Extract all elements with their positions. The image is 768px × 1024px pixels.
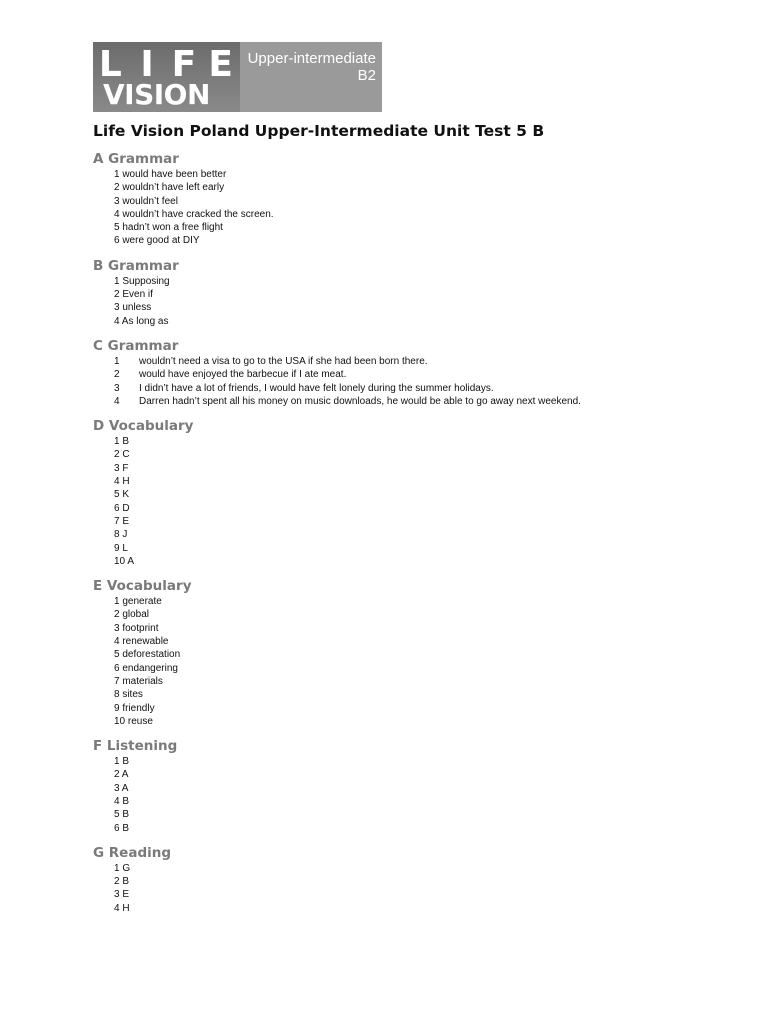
answer-item: 5 B <box>114 809 130 821</box>
section-title: A Grammar <box>93 151 179 167</box>
logo-letter: E <box>208 44 235 85</box>
answer-list <box>93 435 713 568</box>
logo-level-panel <box>240 42 382 112</box>
answer-item: 1 generate <box>114 596 162 608</box>
answer-text: wouldn’t need a visa to go to the USA if she had been born there. <box>139 355 428 367</box>
answer-item: 10 reuse <box>114 715 153 727</box>
answer-section <box>93 418 713 568</box>
answer-item: 4 H <box>114 476 130 488</box>
answer-text: Darren hadn’t spent all his money on music downloads, he would be able to go away next weekend. <box>139 395 581 407</box>
answer-section <box>93 845 713 915</box>
answer-list <box>93 275 713 328</box>
answer-list <box>93 595 713 728</box>
answer-item: 5 K <box>114 489 130 501</box>
answer-item: 10 A <box>114 555 135 567</box>
answer-item: 2 wouldn’t have left early <box>114 182 225 194</box>
sections-container <box>93 151 713 915</box>
section-title: F Listening <box>93 738 178 755</box>
answer-section <box>93 578 713 728</box>
answer-item: 4 B <box>114 795 130 807</box>
answer-list <box>93 168 713 248</box>
answer-item: 2 Even if <box>114 289 153 301</box>
logo-letter: L <box>98 44 124 85</box>
section-title: B Grammar <box>93 257 179 274</box>
answer-item: 6 were good at DIY <box>114 235 200 247</box>
answer-text: I didn’t have a lot of friends, I would have felt lonely during the summer holidays. <box>139 382 494 394</box>
section-title: E Vocabulary <box>93 578 192 595</box>
answer-key-page <box>93 42 713 915</box>
answer-item: 2 global <box>114 609 150 621</box>
answer-item <box>114 368 713 381</box>
answer-item: 4 renewable <box>114 636 169 648</box>
logo-vision: VISION <box>103 78 210 111</box>
answer-item: 8 J <box>114 529 128 541</box>
answer-item: 6 B <box>114 822 130 834</box>
answer-number: 2 <box>114 369 120 381</box>
answer-item: 9 L <box>114 542 128 554</box>
answer-section <box>93 151 713 248</box>
answer-item: 3 wouldn’t feel <box>114 195 178 207</box>
answer-item: 5 hadn’t won a free flight <box>114 222 223 234</box>
logo-wordmark <box>93 42 240 112</box>
answer-item: 6 D <box>114 502 130 514</box>
section-title: D Vocabulary <box>93 418 194 435</box>
life-vision-logo <box>93 42 382 112</box>
answer-item <box>114 355 713 368</box>
logo-letter: F <box>171 44 199 85</box>
answer-item <box>114 382 713 395</box>
section-title: G Reading <box>93 844 172 861</box>
answer-item <box>114 395 713 408</box>
answer-text: would have enjoyed the barbecue if I ate meat. <box>139 369 347 381</box>
answer-item: 3 E <box>114 889 130 901</box>
answer-item: 1 B <box>114 756 130 768</box>
answer-item: 1 would have been better <box>114 169 227 180</box>
answer-item: 2 A <box>114 769 129 781</box>
answer-item: 3 footprint <box>114 622 159 634</box>
answer-number: 3 <box>114 382 120 394</box>
answer-item: 7 materials <box>114 675 163 687</box>
answer-item: 5 deforestation <box>114 649 181 661</box>
answer-item: 6 endangering <box>114 662 178 674</box>
answer-item: 9 friendly <box>114 702 155 714</box>
document-title: Life Vision Poland Upper-Intermediate Unit Test 5 B <box>93 122 545 140</box>
answer-item: 3 F <box>114 462 129 474</box>
answer-list <box>93 355 713 408</box>
answer-list <box>93 862 713 915</box>
answer-item: 1 Supposing <box>114 275 170 287</box>
answer-number: 1 <box>114 355 120 367</box>
answer-section <box>93 338 713 408</box>
answer-item: 2 C <box>114 449 130 461</box>
logo-cefr: B2 <box>357 67 376 84</box>
answer-item: 1 B <box>114 436 130 448</box>
answer-item: 4 H <box>114 902 130 914</box>
answer-item: 4 As long as <box>114 315 169 327</box>
answer-item: 8 sites <box>114 689 143 701</box>
answer-number: 4 <box>114 395 120 407</box>
answer-item: 3 unless <box>114 302 152 314</box>
logo-level: Upper-intermediate <box>247 50 376 67</box>
answer-item: 1 G <box>114 862 131 874</box>
answer-item: 2 B <box>114 876 130 888</box>
answer-list <box>93 755 713 835</box>
answer-item: 3 A <box>114 782 129 794</box>
logo-letter: I <box>140 44 156 85</box>
answer-item: 7 E <box>114 515 130 527</box>
section-title: C Grammar <box>93 337 179 354</box>
answer-item: 4 wouldn’t have cracked the screen. <box>114 208 274 220</box>
answer-section <box>93 258 713 328</box>
answer-section <box>93 738 713 835</box>
